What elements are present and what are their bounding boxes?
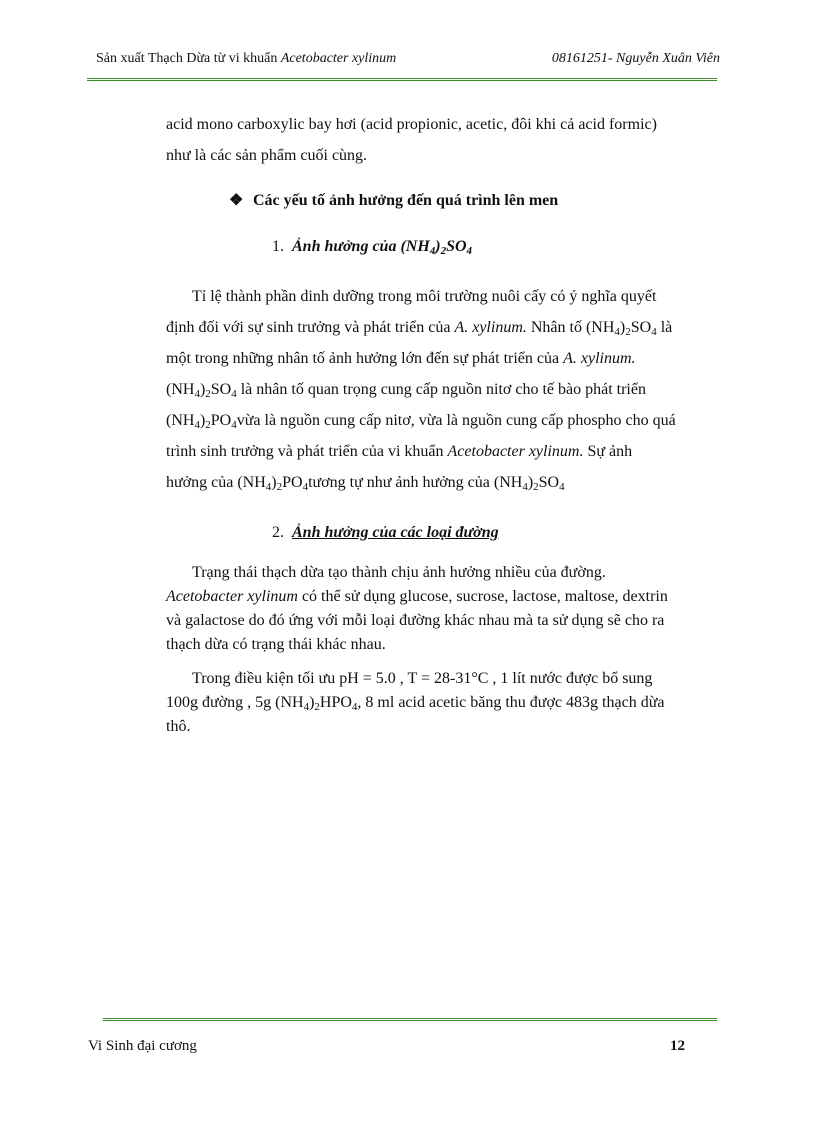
footer-course: Vi Sinh đại cương bbox=[88, 1038, 197, 1054]
subheading-2: 2. Ảnh hưởng của các loại đường bbox=[272, 524, 499, 541]
header-author: 08161251- Nguyễn Xuân Viên bbox=[551, 51, 720, 66]
diamond-bullet-icon: ❖ bbox=[229, 192, 244, 209]
paragraph-optimal-conditions: Trong điều kiện tối ưu pH = 5.0 , T = 28-31°C , 1 lít nước được bổ sung 100g đường , 5g $(NH_4)_2HPO_4$, 8 ml acid acetic băng thu được 483g thạch dừa thô. bbox=[166, 670, 665, 735]
footer-rule bbox=[103, 1018, 717, 1021]
header-rule bbox=[87, 78, 717, 81]
intro-paragraph: acid mono carboxylic bay hơi (acid propionic, acetic, đôi khi cả acid formic) như là các sản phẩm cuối cùng. bbox=[166, 116, 657, 164]
section-heading: ❖ Các yếu tố ảnh hưởng đến quá trình lên men bbox=[229, 192, 559, 209]
subheading-1: 1. Ảnh hưởng của $(NH_4)_2SO_4$ bbox=[272, 238, 473, 257]
header-title: Sản xuất Thạch Dừa từ vi khuẩn Acetobacter xylinum bbox=[96, 51, 397, 66]
paragraph-sugar-effect: Trạng thái thạch dừa tạo thành chịu ảnh hưởng nhiều của đường. Acetobacter xylinum có thể sử dụng glucose, sucrose, lactose, maltose, dextrin và galactose do đó ứng với mỗi loại đường khác nhau mà ta sử dụng sẽ cho ra thạch dừa có trạng thái khác nhau. bbox=[166, 564, 668, 653]
paragraph-nh4-effect: Tỉ lệ thành phần dinh dưỡng trong môi trường nuôi cấy có ý nghĩa quyết định đối với sự sinh trưởng và phát triển của A. xylinum. Nhân tố $(NH_4)_2SO_4$ là một trong những nhân tố ảnh hưởng lớn đến sự phát triển của A. xylinum. $(NH_4)_2SO_4$ là nhân tố quan trọng cung cấp nguồn nitơ cho tế bào phát triển $(NH_4)_2PO_4vừa$ là nguồn cung cấp nitơ, vừa là nguồn cung cấp phospho cho quá trình sinh trưởng và phát triển của vi khuẩn Acetobacter xylinum. Sự ảnh hưởng của $(NH_4)_2PO_4tương$ tự như ảnh hưởng của $(NH_4)_2SO_4$ bbox=[166, 288, 676, 493]
page-number: 12 bbox=[670, 1038, 685, 1054]
